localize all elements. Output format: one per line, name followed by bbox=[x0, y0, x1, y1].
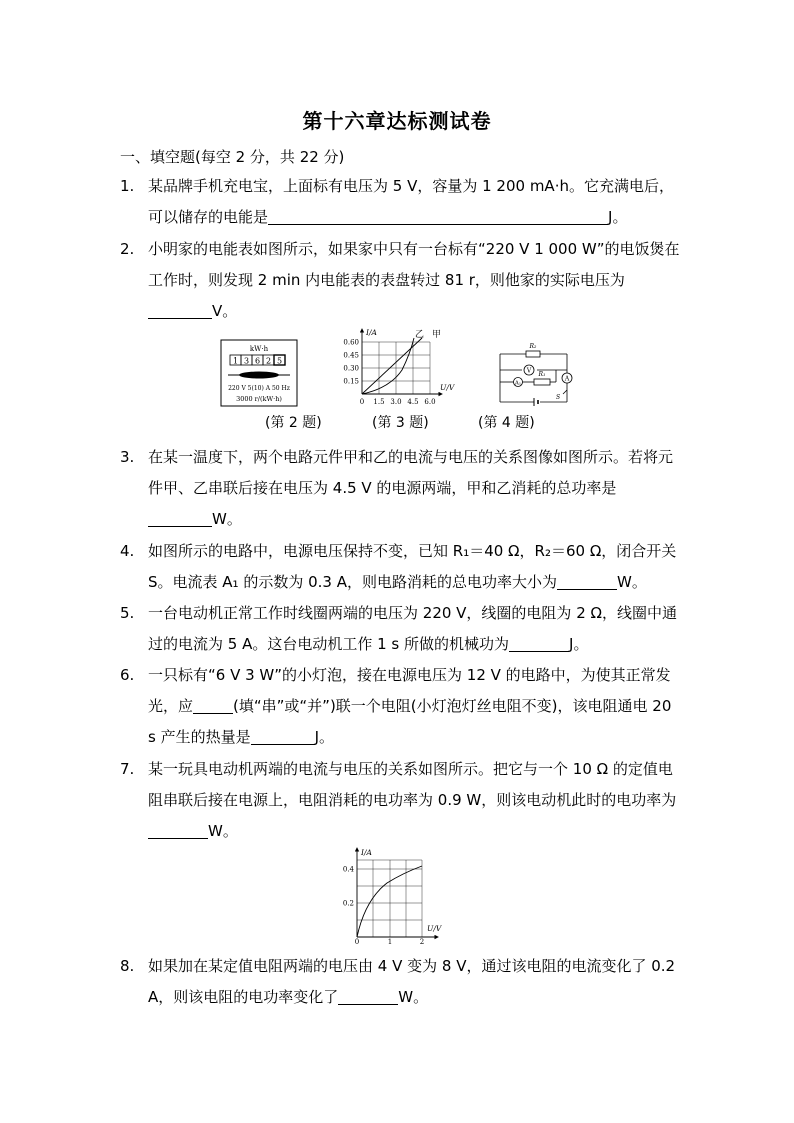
meter-digit: 1 bbox=[232, 356, 239, 366]
question-text: 小明家的电能表如图所示，如果家中只有一台标有“220 V 1 000 W”的电饭煲在工作时，则发现 2 min 内电能表的表盘转过 81 r，则他家的实际电压为 bbox=[148, 240, 680, 289]
answer-blank[interactable] bbox=[338, 986, 398, 1005]
section-heading: 一、填空题(每空 2 分，共 22 分) bbox=[120, 148, 345, 166]
question-5 bbox=[120, 598, 680, 660]
question-8 bbox=[120, 951, 680, 1013]
label-r2: R₂ bbox=[529, 343, 537, 350]
label-r1: R₁ bbox=[538, 371, 546, 378]
answer-blank[interactable] bbox=[148, 820, 208, 839]
question-text: 一只标有“6 V 3 W”的小灯泡，接在电源电压为 12 V 的电路中，为使其正常发光，应 bbox=[148, 666, 671, 715]
y-axis-label: I/A bbox=[366, 328, 377, 337]
x-tick: 0 bbox=[359, 398, 365, 406]
x-tick: 1 bbox=[387, 938, 393, 945]
grid bbox=[362, 342, 430, 394]
question-text: 某一玩具电动机两端的电流与电压的关系如图所示。把它与一个 10 Ω 的定值电阻串联后接在电源上，电阻消耗的电功率为 0.9 W，则该电动机此时的电功率为 bbox=[148, 760, 677, 809]
question-unit: W。 bbox=[212, 510, 242, 528]
x-tick: 4.5 bbox=[407, 398, 419, 406]
label-jia: 甲 bbox=[432, 330, 442, 340]
question-3 bbox=[120, 442, 680, 535]
label-yi: 乙 bbox=[415, 330, 425, 340]
x-tick: 1.5 bbox=[373, 398, 385, 406]
question-text: 如图所示的电路中，电源电压保持不变，已知 R₁＝40 Ω，R₂＝60 Ω，闭合开关 S。电流表 A₁ 的示数为 0.3 A，则电路消耗的总电功率大小为 bbox=[148, 542, 677, 591]
question-unit: W。 bbox=[208, 822, 238, 840]
meter-digit: 2 bbox=[265, 356, 272, 366]
question-text: 某品牌手机充电宝，上面标有电压为 5 V，容量为 1 200 mA·h。它充满电后，可以储存的电能是 bbox=[148, 177, 674, 226]
caption-fig2: (第 2 题) bbox=[265, 415, 322, 431]
question-number: 2. bbox=[120, 240, 135, 258]
answer-blank[interactable] bbox=[509, 633, 569, 652]
grid bbox=[357, 860, 422, 937]
motor-curve bbox=[357, 866, 422, 937]
question-number: 4. bbox=[120, 542, 135, 560]
answer-blank[interactable] bbox=[148, 508, 212, 527]
question-2 bbox=[120, 234, 680, 327]
question-unit: W。 bbox=[617, 573, 647, 591]
curve-yi bbox=[362, 338, 414, 394]
label-s: S bbox=[556, 394, 561, 401]
question-number: 6. bbox=[120, 666, 135, 684]
question-unit: J。 bbox=[608, 208, 628, 226]
y-tick: 0.30 bbox=[343, 364, 359, 373]
meter-digit: 5 bbox=[276, 356, 283, 366]
question-unit: J。 bbox=[569, 635, 589, 653]
circuit-figure bbox=[492, 332, 582, 410]
question-1 bbox=[120, 171, 680, 233]
y-tick: 0.60 bbox=[343, 338, 359, 347]
page-title: 第十六章达标测试卷 bbox=[302, 109, 492, 133]
answer-blank[interactable] bbox=[193, 695, 233, 714]
question-text: 一台电动机正常工作时线圈两端的电压为 220 V，线圈的电阻为 2 Ω，线圈中通过的电流为 5 A。这台电动机工作 1 s 所做的机械功为 bbox=[148, 604, 677, 653]
question-text-mid: (填“串”或“并”)联一个电阻(小灯泡灯丝电阻不变)，该电阻通电 20 s 产生的热量是 bbox=[148, 697, 672, 746]
label-v: V bbox=[526, 367, 532, 375]
meter-disc bbox=[239, 372, 279, 379]
resistor-r1 bbox=[534, 379, 550, 385]
answer-blank[interactable] bbox=[557, 571, 617, 590]
meter-digit: 3 bbox=[243, 356, 250, 366]
question-number: 8. bbox=[120, 957, 135, 975]
question-number: 1. bbox=[120, 177, 135, 195]
question-unit: V。 bbox=[212, 302, 238, 320]
y-axis-label: I/A bbox=[361, 848, 372, 857]
question-4 bbox=[120, 536, 680, 598]
question-number: 7. bbox=[120, 760, 135, 778]
question-number: 5. bbox=[120, 604, 135, 622]
iu-graph-7 bbox=[335, 845, 445, 945]
question-text: 在某一温度下，两个电路元件甲和乙的电流与电压的关系图像如图所示。若将元件甲、乙串联后接在电压为 4.5 V 的电源两端，甲和乙消耗的总功率是 bbox=[148, 448, 674, 497]
x-tick: 3.0 bbox=[390, 398, 402, 406]
meter-unit: kW·h bbox=[249, 345, 269, 353]
caption-fig3: (第 3 题) bbox=[372, 415, 429, 431]
question-number: 3. bbox=[120, 448, 135, 466]
label-a: A bbox=[564, 375, 570, 383]
meter-figure bbox=[220, 339, 300, 409]
x-tick: 6.0 bbox=[424, 398, 436, 406]
question-unit: W。 bbox=[398, 988, 429, 1006]
meter-digit: 6 bbox=[254, 356, 261, 366]
iu-graph-3 bbox=[338, 326, 463, 408]
answer-blank[interactable] bbox=[251, 726, 315, 745]
question-6 bbox=[120, 660, 680, 753]
y-tick: 0.15 bbox=[343, 377, 359, 386]
answer-blank[interactable] bbox=[268, 206, 608, 225]
answer-blank[interactable] bbox=[148, 300, 212, 319]
question-text: 如果加在某定值电阻两端的电压由 4 V 变为 8 V，通过该电阻的电流变化了 0.2 A，则该电阻的电功率变化了 bbox=[148, 957, 676, 1006]
y-tick: 0.45 bbox=[343, 351, 359, 360]
caption-fig4: (第 4 题) bbox=[478, 415, 535, 431]
y-tick: 0.4 bbox=[342, 865, 354, 874]
resistor-r2 bbox=[526, 351, 540, 357]
meter-constant: 3000 r/(kW·h) bbox=[236, 395, 282, 403]
meter-spec: 220 V 5(10) A 50 Hz bbox=[228, 385, 290, 392]
label-a1: A₁ bbox=[514, 380, 522, 387]
x-tick: 2 bbox=[419, 938, 425, 945]
x-axis-label: U/V bbox=[440, 383, 455, 392]
x-axis-label: U/V bbox=[427, 924, 442, 933]
question-7 bbox=[120, 754, 680, 847]
question-unit: J。 bbox=[314, 728, 335, 746]
x-tick: 0 bbox=[354, 938, 360, 945]
y-tick: 0.2 bbox=[342, 899, 354, 908]
